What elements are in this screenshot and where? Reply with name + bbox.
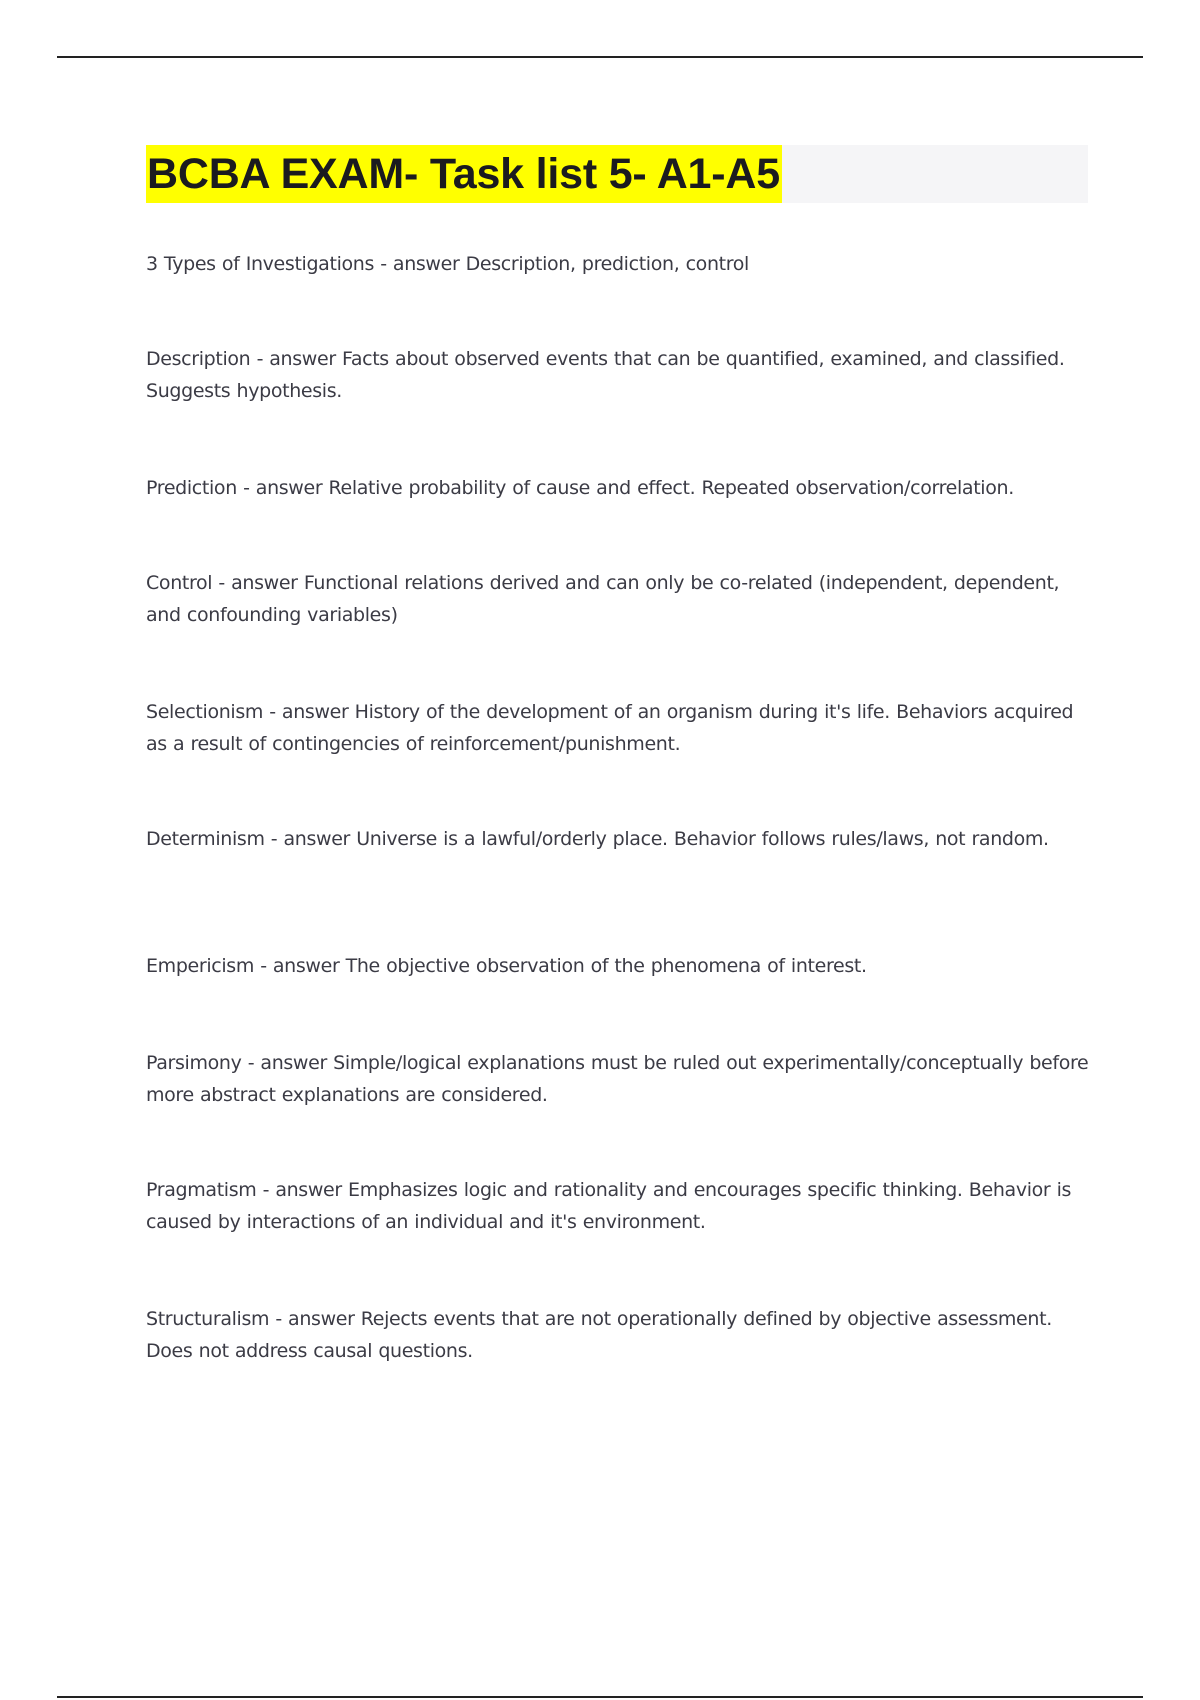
- qa-separator: - answer: [264, 828, 357, 850]
- qa-separator: - answer: [250, 348, 342, 370]
- qa-item: [146, 1303, 1096, 1367]
- qa-answer: Functional relations derived and can only be co-related (independent, dependent, and confounding variables): [146, 572, 1060, 626]
- qa-answer: History of the development of an organism during it's life. Behaviors acquired as a result of contingencies of reinforcement/punishment.: [146, 701, 1074, 755]
- footer-rule: [57, 1696, 1143, 1698]
- qa-term: 3 Types of Investigations: [146, 253, 375, 275]
- qa-separator: - answer: [263, 701, 355, 723]
- qa-item: [146, 696, 1096, 760]
- qa-term: Selectionism: [146, 701, 264, 723]
- qa-answer: Facts about observed events that can be quantified, examined, and classified. Suggests hypothesis.: [146, 348, 1065, 402]
- qa-separator: - answer: [212, 572, 304, 594]
- qa-term: Structuralism: [146, 1308, 270, 1330]
- qa-answer: The objective observation of the phenomena of interest.: [345, 955, 867, 977]
- qa-answer: Universe is a lawful/orderly place. Behavior follows rules/laws, not random.: [356, 828, 1049, 850]
- qa-separator: - answer: [254, 955, 346, 977]
- qa-item: [146, 248, 1096, 280]
- qa-separator: - answer: [256, 1179, 349, 1201]
- qa-item: [146, 343, 1096, 407]
- header-rule: [57, 56, 1143, 58]
- qa-item: [146, 950, 1096, 982]
- qa-answer: Relative probability of cause and effect. Repeated observation/correlation.: [328, 477, 1014, 499]
- qa-item: [146, 1047, 1096, 1111]
- qa-term: Empericism: [146, 955, 254, 977]
- qa-answer: Rejects events that are not operationally defined by objective assessment. Does not address causal questions.: [146, 1308, 1052, 1362]
- qa-answer: Description, prediction, control: [465, 253, 749, 275]
- qa-term: Determinism: [146, 828, 265, 850]
- qa-item: [146, 1174, 1096, 1238]
- qa-term: Pragmatism: [146, 1179, 257, 1201]
- qa-separator: - answer: [374, 253, 466, 275]
- qa-item: [146, 472, 1096, 504]
- qa-answer: Emphasizes logic and rationality and encourages specific thinking. Behavior is caused by interactions of an individual and it's environment.: [146, 1179, 1072, 1233]
- qa-answer: Simple/logical explanations must be ruled out experimentally/conceptually before more abstract explanations are considered.: [146, 1052, 1089, 1106]
- qa-term: Parsimony: [146, 1052, 242, 1074]
- qa-term: Control: [146, 572, 213, 594]
- qa-item: [146, 567, 1096, 631]
- qa-term: Prediction: [146, 477, 237, 499]
- qa-item: [146, 823, 1096, 855]
- qa-term: Description: [146, 348, 251, 370]
- qa-separator: - answer: [236, 477, 329, 499]
- qa-separator: - answer: [269, 1308, 361, 1330]
- qa-separator: - answer: [241, 1052, 334, 1074]
- page-title: BCBA EXAM- Task list 5- A1-A5: [146, 145, 782, 203]
